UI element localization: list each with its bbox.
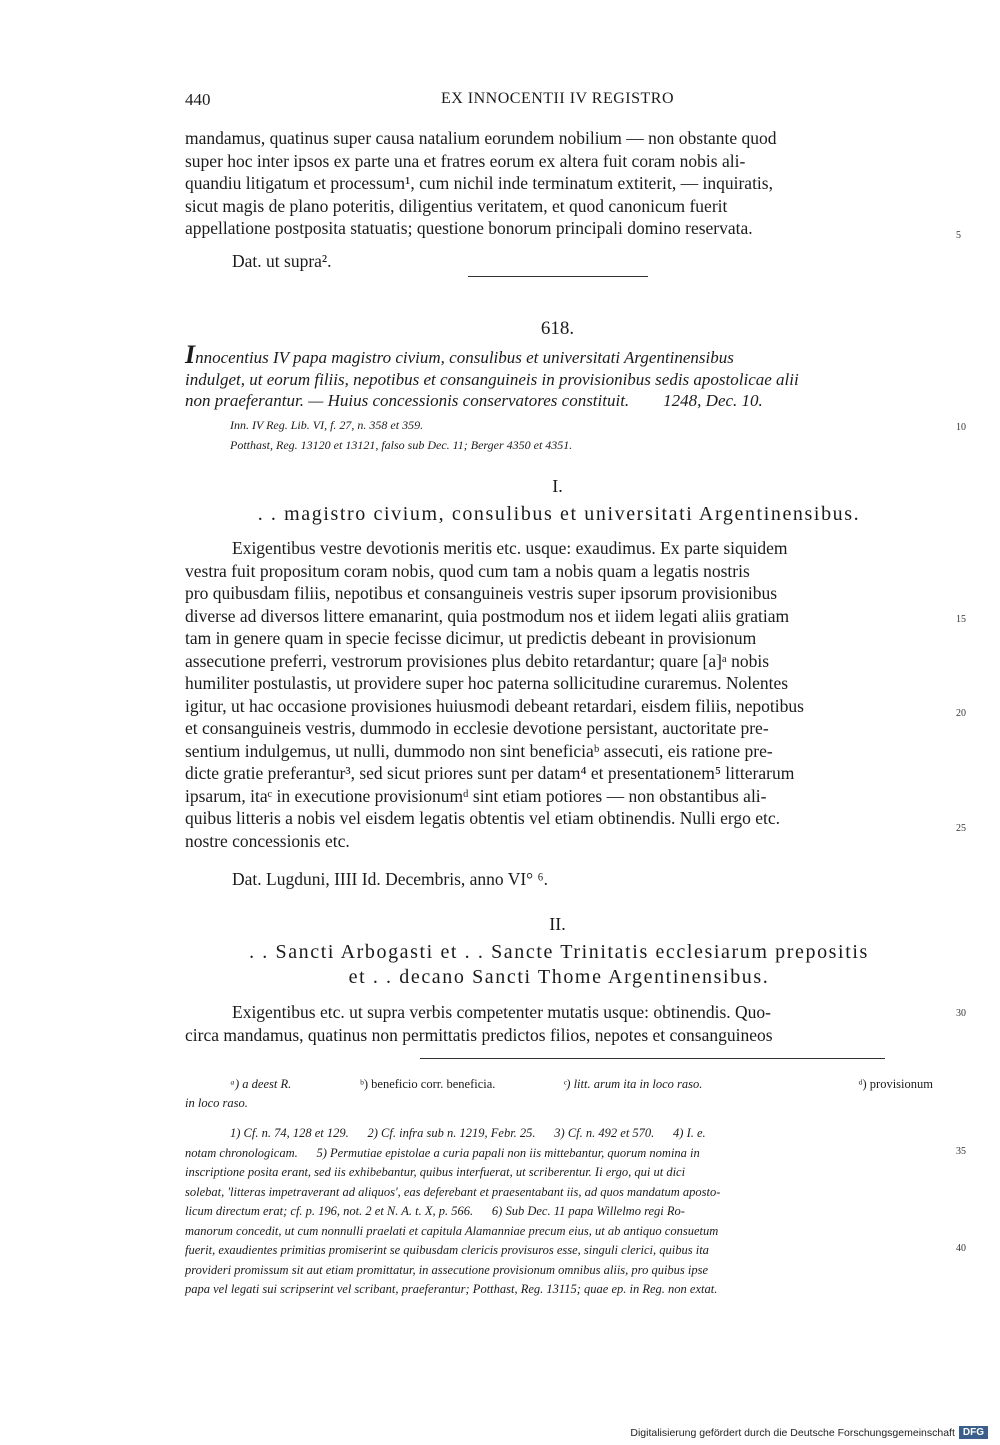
page-number: 440 bbox=[185, 90, 211, 109]
top-text-block bbox=[185, 127, 933, 240]
regest-line: indulget, ut eorum filiis, nepotibus et consanguineis in provisionibus sedis apostolicae alii bbox=[185, 369, 799, 389]
text-line: sicut magis de plano poteritis, diligentius veritatem, et quod canonicum fuerit bbox=[185, 195, 728, 216]
footnote-line: inscriptione posita erant, sed iis exhibebantur, quibus interfuerat, ut scriberentur. Ii ergo, qui ut dici bbox=[185, 1165, 686, 1179]
section-address: . . magistro civium, consulibus et universitati Argentinensibus. bbox=[257, 503, 861, 525]
text-line: tam in genere quam in specie fecisse dicimur, ut predictis debeant in provisionum bbox=[185, 628, 757, 648]
footnote-rule bbox=[420, 1058, 885, 1059]
text-line: assecutione preferri, vestrorum provisiones plus debito retardantur; quare [a]ᵃ nobis bbox=[185, 650, 770, 671]
footnote-b: ᵇ) beneficio corr. beneficia. bbox=[360, 1077, 496, 1091]
text-line: vestra fuit propositum coram nobis, quod cum tam a nobis quam a legatis nostris bbox=[185, 560, 750, 581]
historical-footnotes bbox=[185, 1124, 933, 1300]
footnote-line: papa vel legati sui scripserint vel scribant, praeferantur; Potthast, Reg. 13115; quae ep. in Reg. non extat. bbox=[185, 1282, 718, 1296]
address-line: . . Sancti Arbogasti et . . Sancte Trinitatis ecclesiarum prepositis bbox=[249, 941, 869, 963]
text-line: Exigentibus etc. ut supra verbis competenter mutatis usque: obtinendis. Quo- bbox=[232, 1002, 771, 1022]
document-number: 618. bbox=[540, 318, 575, 339]
critical-apparatus bbox=[185, 1075, 933, 1114]
text-line: quibus litteris a nobis vel eisdem legatis obtentis vel etiam obtinendis. Nulli ergo etc. bbox=[185, 808, 781, 828]
text-line: diverse ad diversos littere emanarint, quia postmodum nos et iidem legati aliis gratiam bbox=[185, 605, 790, 626]
footnote-d: ᵈ) provisionum bbox=[858, 1077, 933, 1091]
text-line: circa mandamus, quatinus non permittatis predictos filios, nepotes et consanguineos bbox=[185, 1024, 773, 1045]
text-line: igitur, ut hac occasione provisiones huiusmodi debeant retardari, eisdem filiis, nepotibus bbox=[185, 695, 804, 716]
text-line: et consanguineis vestris, dummodo in ecclesie devotione persistant, auctoritate pre- bbox=[185, 718, 769, 738]
footnote-a: ᵃ) a deest R. bbox=[230, 1077, 292, 1091]
regest-line: non praeferantur. — Huius concessionis conservatores constituit. 1248, Dec. 10. bbox=[185, 391, 763, 410]
section1-body bbox=[185, 537, 933, 852]
text-line: super hoc inter ipsos ex parte una et fratres eorum ex altera fuit coram nobis ali- bbox=[185, 150, 746, 171]
text-line: dicte gratie preferantur³, sed sicut priores sunt per datam⁴ et presentationem⁵ litterarum bbox=[185, 763, 795, 783]
footnote-line: solebat, 'litteras impetraverant ad aliquos', eas deferebant et praesentabant iis, ad quos mandatum aposto- bbox=[185, 1184, 721, 1199]
footnote-line: notam chronologicam. 5) Permutiae epistolae a curia papali non iis mittebantur, quorum nomina in bbox=[185, 1145, 700, 1160]
line-number: 35 bbox=[956, 1146, 966, 1157]
credit-text: Digitalisierung gefördert durch die Deutsche Forschungsgemeinschaft bbox=[630, 1426, 955, 1439]
running-title: EX INNOCENTII IV REGISTRO bbox=[440, 90, 675, 107]
line-number: 40 bbox=[956, 1243, 966, 1254]
text-line: mandamus, quatinus super causa natalium eorundem nobilium — non obstante quod bbox=[185, 128, 777, 148]
source-line: Potthast, Reg. 13120 et 13121, falso sub Dec. 11; Berger 4350 et 4351. bbox=[230, 438, 573, 452]
line-number: 5 bbox=[956, 230, 961, 241]
dat-line: Dat. Lugduni, IIII Id. Decembris, anno VI° ⁶. bbox=[232, 869, 549, 889]
section-number: II. bbox=[549, 914, 566, 934]
text-line: Exigentibus vestre devotionis meritis etc. usque: exaudimus. Ex parte siquidem bbox=[232, 538, 788, 558]
line-number: 15 bbox=[956, 614, 966, 625]
text-line: humiliter postulastis, ut providere super hoc paterna sollicitudine curaremus. Nolentes bbox=[185, 673, 789, 693]
section-address bbox=[185, 940, 933, 990]
footnote-line: manorum concedit, ut cum nonnulli praelati et capitula Alamanniae precum eius, ut ab antiquo consuetum bbox=[185, 1223, 719, 1238]
text-line: quandiu litigatum et processum¹, cum nichil inde terminatum extiterit, — inquiratis, bbox=[185, 173, 773, 193]
regest-initial: I bbox=[185, 340, 196, 369]
text-line: appellatione postposita statuatis; questione bonorum principali domino reservata. bbox=[185, 218, 753, 238]
footnote-line: fuerit, exaudientes primitias promiserint se quibusdam clericis provisuros esse, singuli clerici, quibus ita bbox=[185, 1243, 709, 1257]
footnote-line: licum directum erat; cf. p. 196, not. 2 et N. A. t. X, p. 566. 6) Sub Dec. 11 papa Willelmo regi Ro- bbox=[185, 1204, 685, 1218]
regest bbox=[185, 340, 933, 412]
text-line: ipsarum, itaᶜ in executione provisionumᵈ sint etiam potiores — non obstantibus ali- bbox=[185, 785, 767, 806]
address-line: et . . decano Sancti Thome Argentinensibus. bbox=[348, 966, 770, 988]
dat-line: Dat. ut supra². bbox=[232, 251, 332, 271]
line-number: 25 bbox=[956, 823, 966, 834]
regest-line: Innocentius IV papa magistro civium, consulibus et universitati Argentinensibus bbox=[185, 340, 734, 369]
footnote-line: provideri promissum sit aut etiam promittatur, in assecutione provisionum omnibus aliis, pro quibus ipse bbox=[185, 1262, 709, 1277]
dfg-logo: DFG bbox=[959, 1426, 988, 1439]
section2-body bbox=[185, 1001, 933, 1046]
line-number: 20 bbox=[956, 708, 966, 719]
text-line: sentium indulgemus, ut nulli, dummodo non sint beneficiaᵇ assecuti, eis ratione pre- bbox=[185, 740, 773, 761]
text-line: pro quibusdam filiis, nepotibus et consanguineis vestris super ipsorum provisionibus bbox=[185, 583, 778, 603]
digitization-credit bbox=[630, 1426, 988, 1439]
section-number: I. bbox=[552, 476, 563, 496]
footnote-line: 1) Cf. n. 74, 128 et 129. 2) Cf. infra sub n. 1219, Febr. 25. 3) Cf. n. 492 et 570. 4) I. e. bbox=[230, 1126, 706, 1140]
source-line: Inn. IV Reg. Lib. VI, f. 27, n. 358 et 359. bbox=[230, 418, 424, 432]
line-number: 30 bbox=[956, 1008, 966, 1019]
text-line: nostre concessionis etc. bbox=[185, 830, 350, 851]
footnote-d-cont: in loco raso. bbox=[185, 1096, 248, 1110]
line-number: 10 bbox=[956, 422, 966, 433]
footnote-c: ᶜ) litt. arum ita in loco raso. bbox=[563, 1077, 703, 1091]
separator-rule bbox=[468, 276, 648, 277]
